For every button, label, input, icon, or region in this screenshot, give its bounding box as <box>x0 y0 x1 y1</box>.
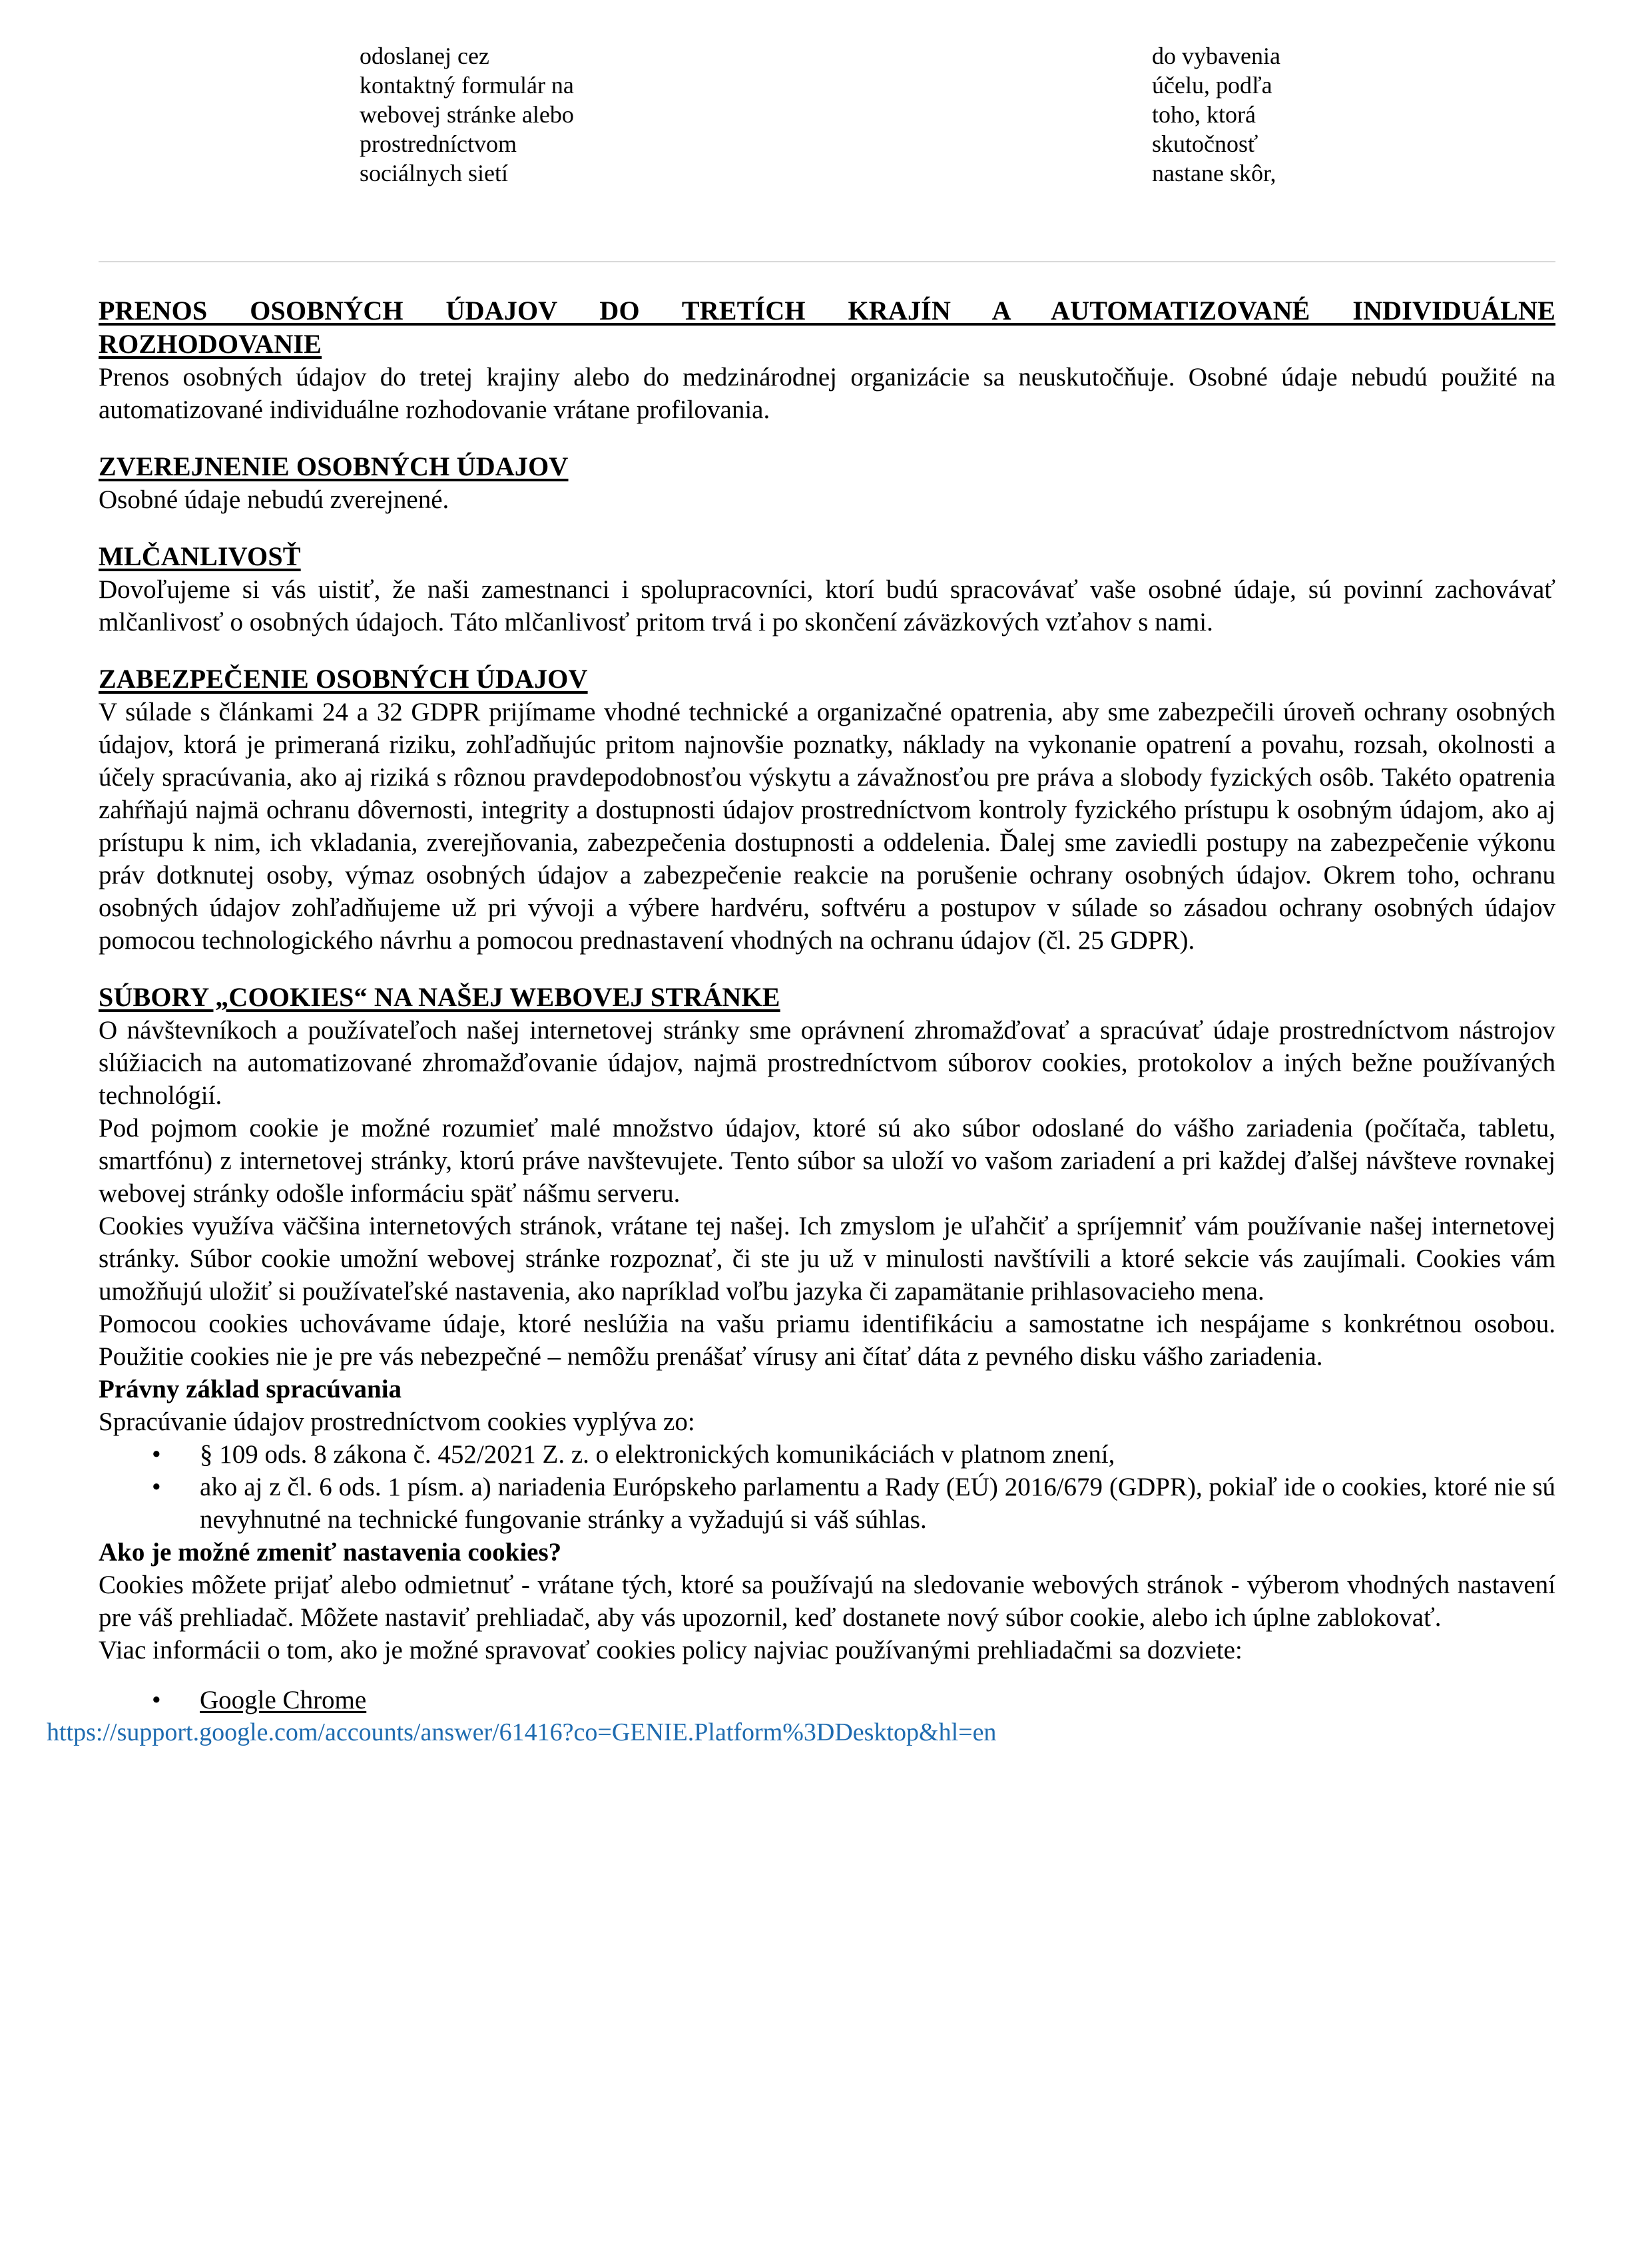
subheading-legal-basis: Právny základ spracúvania <box>99 1375 402 1403</box>
subheading-change-cookie-settings: Ako je možné zmeniť nastavenia cookies? <box>99 1538 562 1567</box>
paragraph-cookies-2: Pod pojmom cookie je možné rozumieť malé množstvo údajov, ktoré sú ako súbor odoslané do vášho zariadenia (počítača, tabletu, smartfónu) z internetovej stránky, ktorú práve navštevujete. Tento súbor sa uloží vo vašom zariadení a pri každej ďalšej návšteve rovnakej webovej stránky odošle informáciu späť nášmu serveru. <box>99 1114 1555 1208</box>
top-right-line-1: do vybavenia <box>1152 43 1280 69</box>
paragraph-transfer: Prenos osobných údajov do tretej krajiny alebo do medzinárodnej organizácie sa neuskutočňuje. Osobné údaje nebudú použité na automatizované individuálne rozhodovanie vrátane profilovania. <box>99 363 1555 424</box>
top-right-line-3: toho, ktorá <box>1152 101 1256 128</box>
top-left-line-5: sociálnych sietí <box>360 160 508 186</box>
paragraph-security: V súlade s článkami 24 a 32 GDPR prijímame vhodné technické a organizačné opatrenia, aby sme zabezpečili úroveň ochrany osobných údajov, ktorá je primeraná riziku, zohľadňujúc pritom najnovšie poznatky, náklady na vykonanie opatrení a povahu, rozsah, okolnosti a účely spracúvania, ako aj riziká s rôznou pravdepodobnosťou výskytu a závažnosťou pre práva a slobody fyzických osôb. Takéto opatrenia zahŕňajú najmä ochranu dôvernosti, integrity a dostupnosti údajov prostredníctvom kontroly fyzického prístupu k osobným údajom, ako aj prístupu k nim, ich vkladania, zverejňovania, zabezpečenia dostupnosti a oddelenia. Ďalej sme zaviedli postupy na zabezpečenie výkonu práv dotknutej osoby, výmaz osobných údajov a zabezpečenie reakcie na porušenie ochrany osobných údajov. Okrem toho, ochranu osobných údajov zohľadňujeme už pri vývoji a výbere hardvéru, softvéru a postupov v súlade so zásadou ochrany osobných údajov pomocou technologického návrhu a pomocou prednastavení vhodných na ochranu údajov (čl. 25 GDPR). <box>99 698 1555 955</box>
top-left-line-2: kontaktný formulár na <box>360 72 574 99</box>
heading-cookies <box>99 981 1555 1014</box>
url-google-chrome[interactable]: https://support.google.com/accounts/answer/61416?co=GENIE.Platform%3DDesktop&hl=en <box>47 1718 997 1746</box>
heading-transfer-to-third-countries <box>99 294 1555 328</box>
heading-transfer-line2 <box>99 328 1555 361</box>
heading-cookies-text: SÚBORY „COOKIES“ NA NAŠEJ WEBOVEJ STRÁNKE <box>99 982 780 1012</box>
paragraph-legal-basis-intro: Spracúvanie údajov prostredníctvom cookies vyplýva zo: <box>99 1407 695 1436</box>
document-body <box>47 294 1555 1748</box>
paragraph-publication: Osobné údaje nebudú zverejnené. <box>99 485 449 514</box>
legal-basis-list <box>99 1438 1555 1536</box>
link-google-chrome[interactable]: Google Chrome <box>200 1686 367 1714</box>
top-right-line-5: nastane skôr, <box>1152 160 1276 186</box>
top-left-line-3: webovej stránke alebo <box>360 101 574 128</box>
heading-transfer-text: PRENOS OSOBNÝCH ÚDAJOV DO TRETÍCH KRAJÍN A AUTOMATIZOVANÉ INDIVIDUÁLNE <box>99 296 1555 326</box>
paragraph-change-cookie-settings: Cookies môžete prijať alebo odmietnuť - vrátane tých, ktoré sa používajú na sledovanie webových stránok - výberom vhodných nastavení pre váš prehliadač. Môžete nastaviť prehliadač, aby vás upozornil, keď dostanete nový súbor cookie, alebo ich úplne zablokovať. <box>99 1571 1555 1632</box>
browser-list <box>99 1684 1555 1716</box>
spacer <box>99 426 1555 450</box>
heading-security <box>99 662 1555 696</box>
list-item-browser <box>99 1684 1555 1716</box>
top-right-line-2: účelu, podľa <box>1152 72 1272 99</box>
top-right-line-4: skutočnosť <box>1152 130 1258 157</box>
top-left-line-4: prostredníctvom <box>360 130 517 157</box>
paragraph-cookies-4: Pomocou cookies uchovávame údaje, ktoré neslúžia na vašu priamu identifikáciu a samostatne ich nespájame s konkrétnou osobou. Použitie cookies nie je pre vás nebezpečné – nemôžu prenášať vírusy ani čítať dáta z pevného disku vášho zariadenia. <box>99 1310 1555 1371</box>
top-table-fragment <box>0 41 1652 188</box>
top-fragment-right-column <box>1152 41 1618 188</box>
heading-security-text: ZABEZPEČENIE OSOBNÝCH ÚDAJOV <box>99 664 588 694</box>
paragraph-more-info: Viac informácii o tom, ako je možné spravovať cookies policy najviac používanými prehliadačmi sa dozviete: <box>99 1636 1242 1664</box>
heading-transfer-line2-text: ROZHODOVANIE <box>99 329 322 359</box>
spacer <box>99 957 1555 981</box>
heading-publication-text: ZVEREJNENIE OSOBNÝCH ÚDAJOV <box>99 451 569 481</box>
horizontal-divider <box>99 261 1555 262</box>
list-item: • ako aj z čl. 6 ods. 1 písm. a) nariadenia Európskeho parlamentu a Rady (EÚ) 2016/679 (GDPR), pokiaľ ide o cookies, ktoré nie sú nevyhnutné na technické fungovanie stránky a vyžadujú si váš súhlas. <box>99 1471 1555 1536</box>
paragraph-confidentiality: Dovoľujeme si vás uistiť, že naši zamestnanci i spolupracovníci, ktorí budú spracovávať vaše osobné údaje, sú povinní zachovávať mlčanlivosť o osobných údajoch. Táto mlčanlivosť pritom trvá i po skončení záväzkových vzťahov s nami. <box>99 575 1555 636</box>
spacer <box>99 516 1555 540</box>
top-fragment-left-column <box>360 41 959 188</box>
list-item: • § 109 ods. 8 zákona č. 452/2021 Z. z. o elektronických komunikáciách v platnom znení, <box>99 1438 1555 1471</box>
heading-confidentiality <box>99 540 1555 573</box>
heading-confidentiality-text: MLČANLIVOSŤ <box>99 541 301 571</box>
paragraph-cookies-3: Cookies využíva väčšina internetových stránok, vrátane tej našej. Ich zmyslom je uľahčiť a spríjemniť vám používanie našej internetovej stránky. Súbor cookie umožní webovej stránke rozpoznať, či ste ju už v minulosti navštívili a ktoré sekcie vás zaujímali. Cookies vám umožňujú uložiť si používateľské nastavenia, ako napríklad voľbu jazyka či zapamätanie prihlasovacieho mena. <box>99 1212 1555 1306</box>
heading-publication <box>99 450 1555 483</box>
spacer <box>99 1666 1555 1684</box>
paragraph-cookies-1: O návštevníkoch a používateľoch našej internetovej stránky sme oprávnení zhromažďovať a spracúvať údaje prostredníctvom nástrojov slúžiacich na automatizované zhromažďovanie údajov, najmä prostredníctvom súborov cookies, protokolov a iných bežne používaných technológií. <box>99 1016 1555 1110</box>
spacer <box>99 638 1555 662</box>
top-left-line-1: odoslanej cez <box>360 43 489 69</box>
